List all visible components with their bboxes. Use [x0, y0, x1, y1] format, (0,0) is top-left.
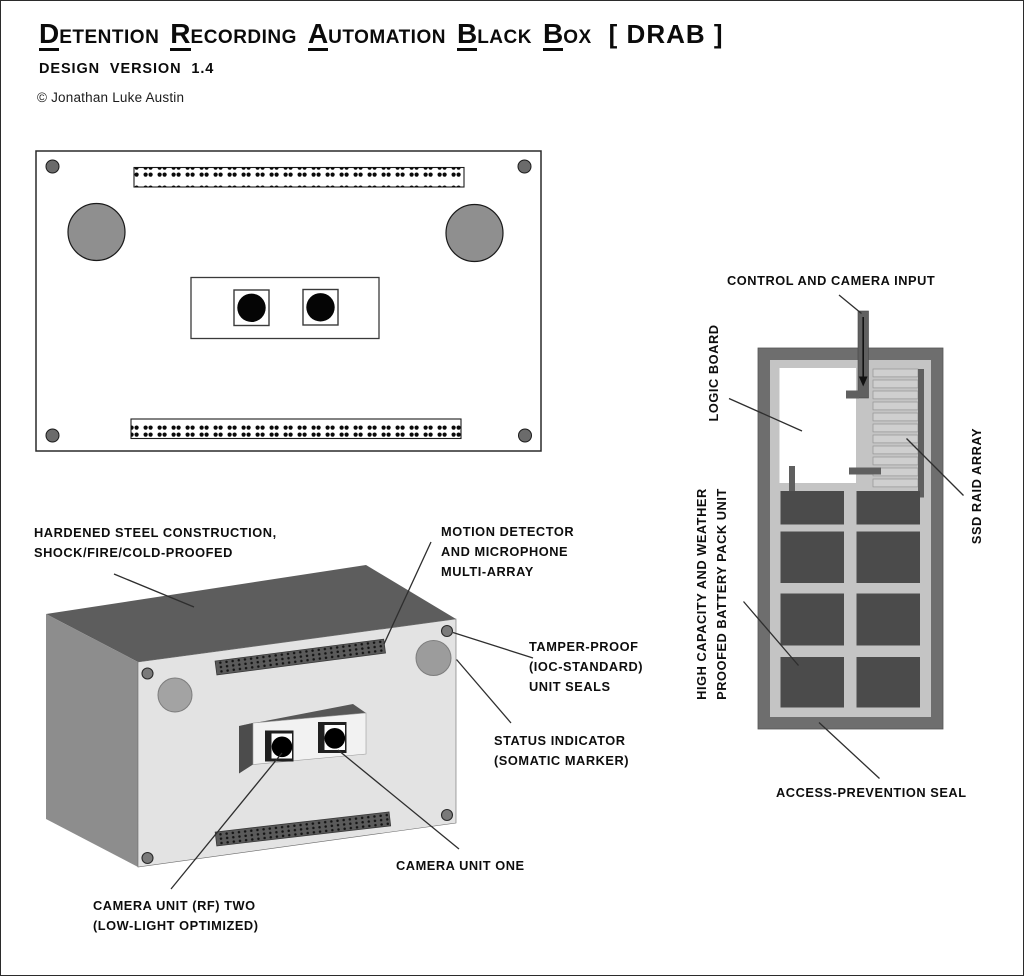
status-indicator-disc: [416, 641, 451, 676]
panel-bottom-perforated-strip: [131, 419, 461, 439]
panel-right-disc: [446, 205, 503, 262]
camera-one-lens: [306, 293, 334, 321]
leader-seal: [819, 723, 880, 779]
label-tamper-proof: TAMPER-PROOF (IOC-STANDARD) UNIT SEALS: [529, 639, 644, 695]
panel-camera-housing: [191, 278, 379, 339]
label-battery-pack: HIGH CAPACITY AND WEATHER PROOFED BATTERY PACK UNIT: [694, 488, 729, 700]
isometric-view: [46, 565, 456, 867]
iso-camera-one: [318, 722, 347, 753]
flat-panel-view: [36, 151, 541, 451]
iso-left-disc: [158, 678, 192, 712]
panel-top-perforated-strip: [134, 168, 464, 188]
camera-two-lens: [237, 294, 265, 322]
page-title: DETENTION RECORDING AUTOMATION BLACK BOX [ DRAB ]: [39, 18, 724, 49]
label-ssd-raid: SSD RAID ARRAY: [969, 427, 984, 545]
fitting-post: [789, 466, 795, 492]
label-logic-board: LOGIC BOARD: [706, 324, 721, 422]
label-control-input: CONTROL AND CAMERA INPUT: [727, 273, 936, 288]
fitting-bar: [849, 468, 881, 475]
ssd-mount-rail: [918, 369, 924, 498]
label-hardened-steel: HARDENED STEEL CONSTRUCTION, SHOCK/FIRE/COLD-PROOFED: [34, 525, 277, 561]
label-access-seal: ACCESS-PREVENTION SEAL: [776, 785, 967, 800]
leader-control-input: [839, 295, 862, 314]
cross-section-view: [758, 311, 943, 729]
label-motion-detector: MOTION DETECTOR AND MICROPHONE MULTI-ARRAY: [441, 524, 575, 580]
panel-left-disc: [68, 204, 125, 261]
leader-status: [457, 660, 512, 724]
copyright: © Jonathan Luke Austin: [37, 90, 185, 105]
label-camera-two: CAMERA UNIT (RF) TWO (LOW-LIGHT OPTIMIZED): [93, 898, 259, 934]
diagram-drawing: [1, 1, 1024, 976]
leader-tamper: [453, 633, 533, 659]
design-version: DESIGN VERSION 1.4: [39, 61, 215, 77]
label-camera-one: CAMERA UNIT ONE: [396, 858, 525, 873]
label-status-indicator: STATUS INDICATOR (SOMATIC MARKER): [494, 733, 630, 769]
